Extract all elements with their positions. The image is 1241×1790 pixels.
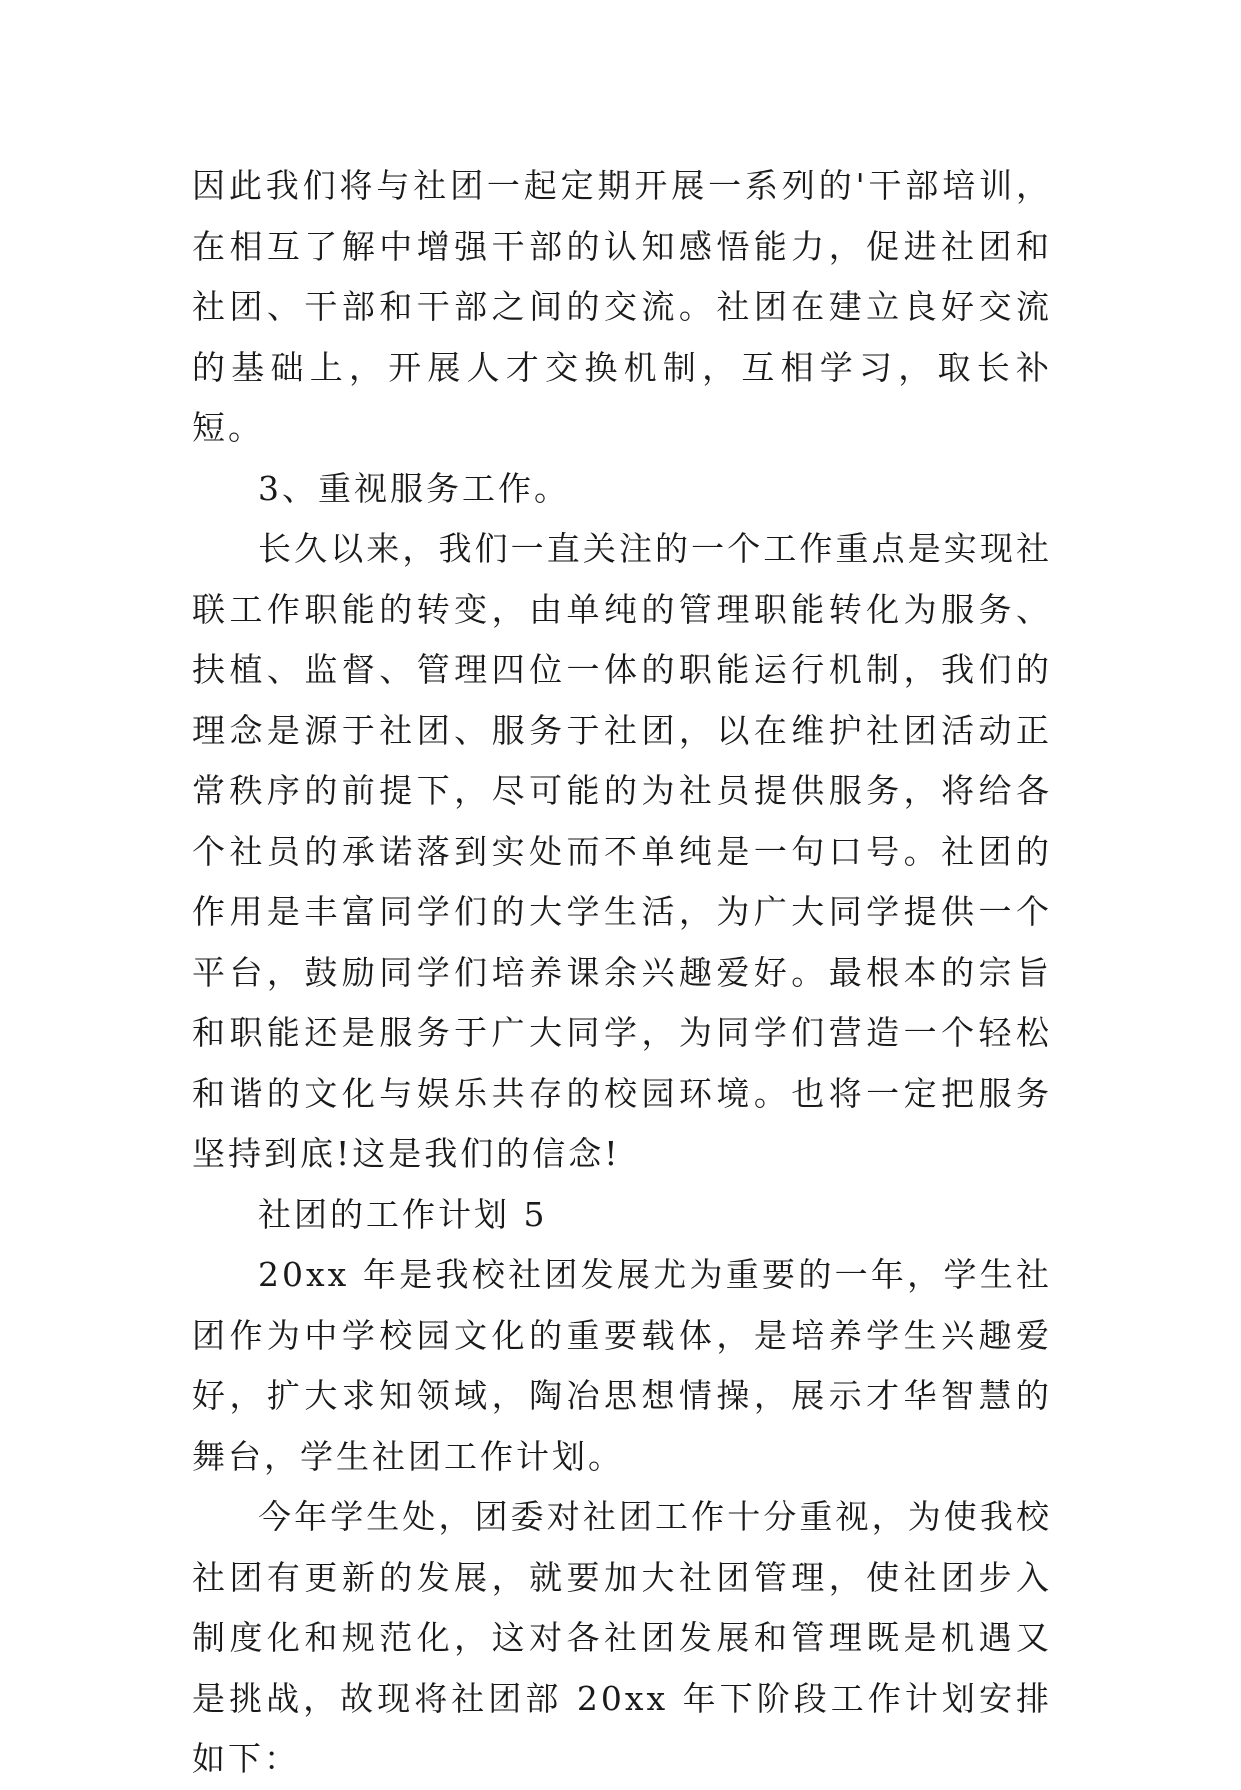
paragraph-service: 长久以来，我们一直关注的一个工作重点是实现社联工作职能的转变，由单纯的管理职能转化为服务、扶植、监督、管理四位一体的职能运行机制，我们的理念是源于社团、服务于社团，以在维护社团活动正常秩序的前提下，尽可能的为社员提供服务，将给各个社员的承诺落到实处而不单纯是一句口号。社团的作用是丰富同学们的大学生活，为广大同学提供一个平台，鼓励同学们培养课余兴趣爱好。最根本的宗旨和职能还是服务于广大同学，为同学们营造一个轻松和谐的文化与娱乐共存的校园环境。也将一定把服务坚持到底!这是我们的信念!: [192, 529, 1052, 1173]
section-title-plan-5: 社团的工作计划 5: [258, 1194, 548, 1234]
section-heading-service: 3、重视服务工作。: [258, 468, 570, 508]
paragraph-training: 因此我们将与社团一起定期开展一系列的'干部培训，在相互了解中增强干部的认知感悟能力，促进社团和社团、干部和干部之间的交流。社团在建立良好交流的基础上，开展人才交换机制，互相学习，取长补短。: [192, 166, 1052, 447]
paragraph-club-development: 20xx 年是我校社团发展尤为重要的一年，学生社团作为中学校园文化的重要载体，是培养学生兴趣爱好，扩大求知领域，陶冶思想情操，展示才华智慧的舞台，学生社团工作计划。: [192, 1255, 1052, 1476]
document-body: [192, 156, 1052, 1790]
paragraph-plan-arrangement: 今年学生处，团委对社团工作十分重视，为使我校社团有更新的发展，就要加大社团管理，使社团步入制度化和规范化，这对各社团发展和管理既是机遇又是挑战，故现将社团部 20xx 年下阶段工作计划安排如下：: [192, 1497, 1052, 1778]
